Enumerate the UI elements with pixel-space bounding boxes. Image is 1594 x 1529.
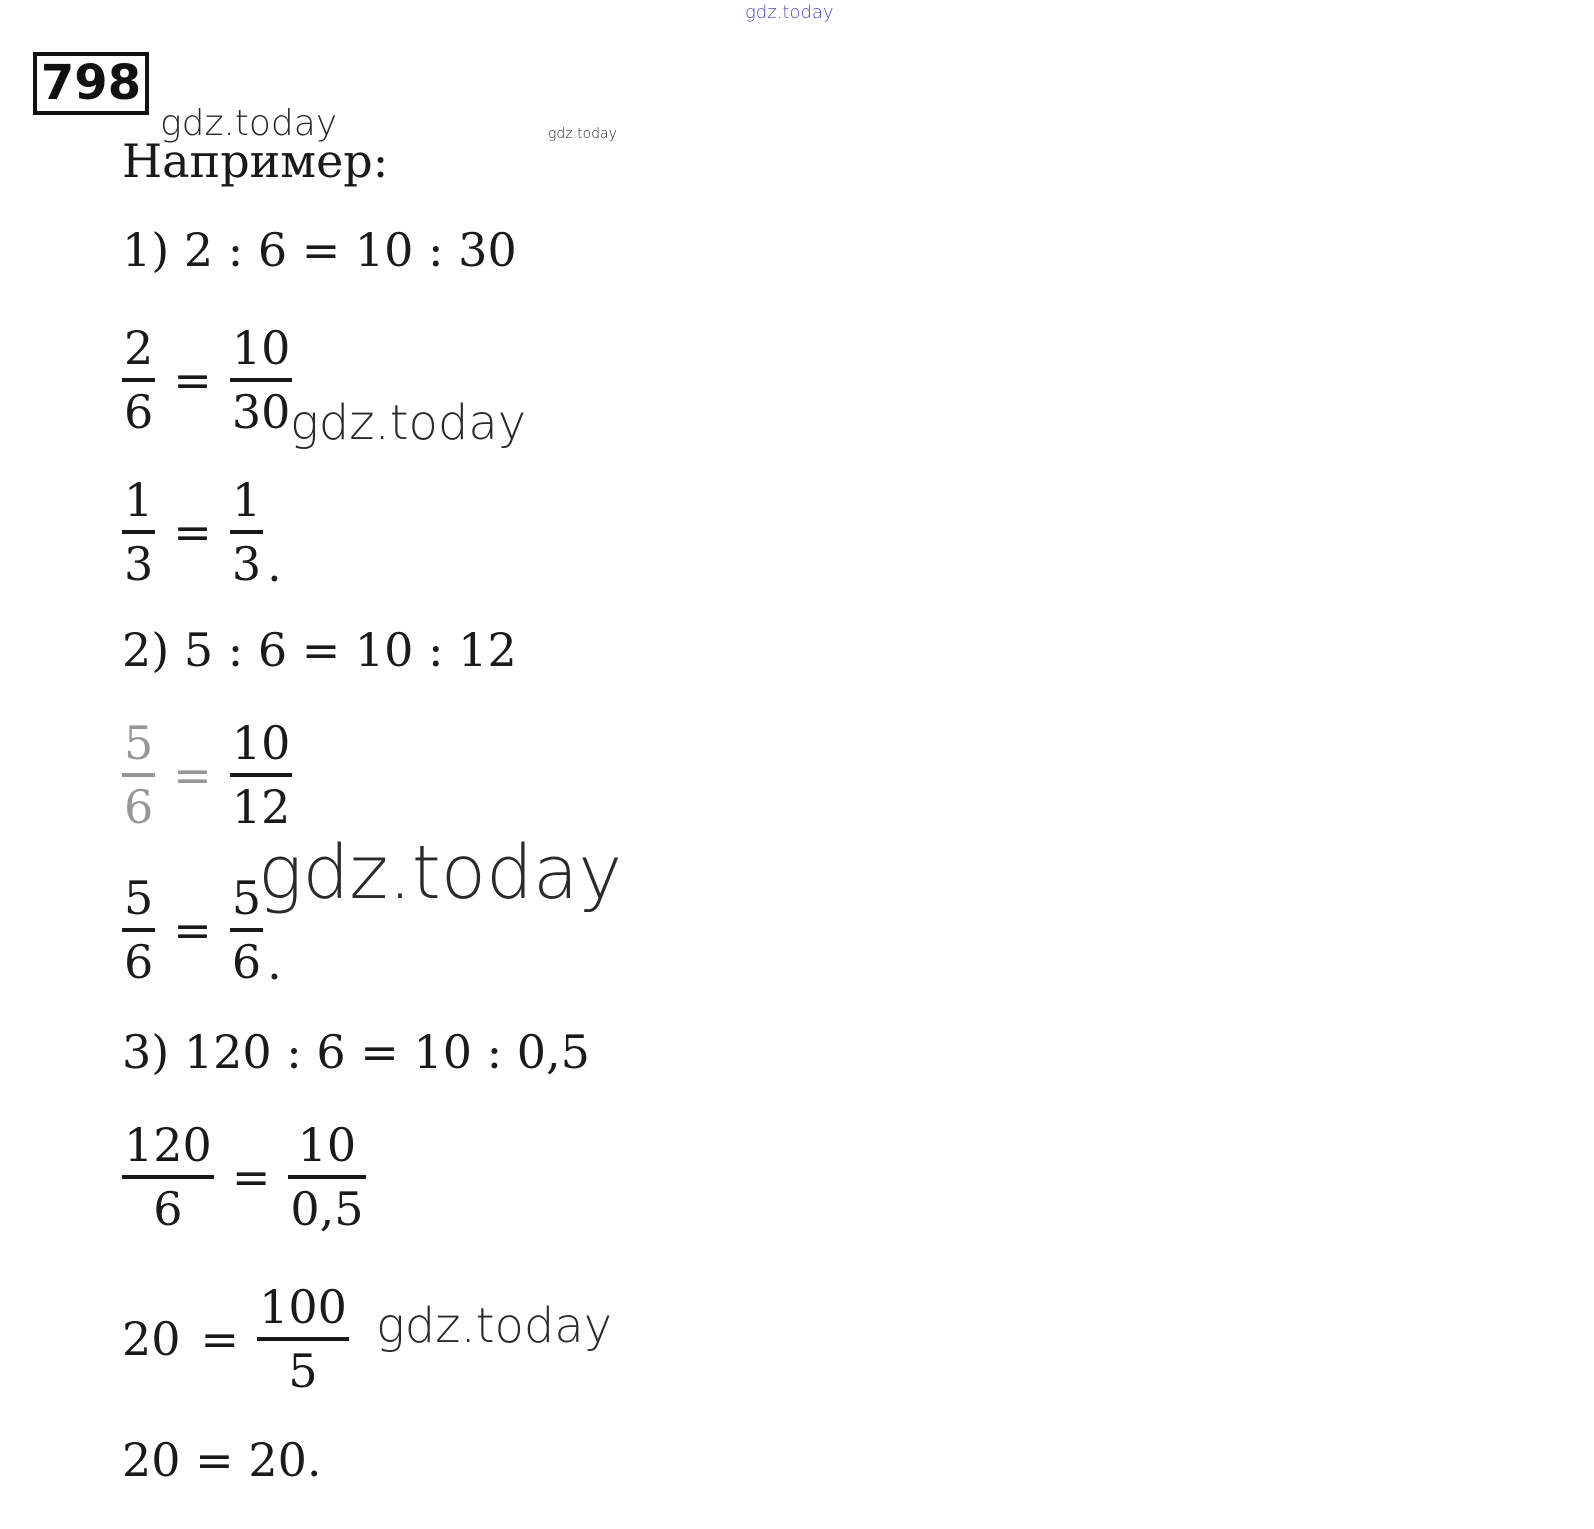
numerator: 10 [297,1118,357,1172]
watermark: gdz.today [290,395,527,451]
problem-number-box: 798 [33,52,149,115]
fraction [230,470,263,594]
numerator: 10 [231,716,291,770]
numerator: 120 [124,1118,212,1172]
denominator: 5 [288,1344,318,1398]
numerator: 1 [124,473,154,527]
watermark: gdz.today [376,1298,613,1354]
lhs-value: 20 [122,1312,181,1366]
proportion-2: 2) 5 : 6 = 10 : 12 [122,623,517,677]
watermark-large: gdz.today [258,830,623,916]
fraction-equation-1a [118,318,296,442]
intro-text: Например: [122,134,389,188]
denominator: 0,5 [290,1182,364,1236]
numerator: 5 [124,871,154,925]
equals-sign: = [173,505,212,559]
watermark: gdz.today [160,103,338,144]
denominator: 6 [231,935,262,989]
equals-sign: = [200,1312,240,1366]
numerator: 1 [231,473,262,527]
denominator: 6 [124,780,154,834]
fraction [230,713,293,837]
period: . [267,936,282,990]
denominator: 30 [231,385,291,439]
fraction-equation-1b [118,470,282,594]
watermark-small: gdz.today [548,126,617,142]
equals-sign: = [231,1150,271,1204]
numerator: 10 [231,321,291,375]
final-equality: 20 = 20. [122,1433,322,1487]
proportion-1: 1) 2 : 6 = 10 : 30 [122,223,517,277]
numerator: 2 [124,321,154,375]
equals-sign: = [173,748,212,802]
denominator: 6 [124,385,154,439]
fraction [288,1115,365,1239]
fraction [122,318,155,442]
denominator: 6 [124,935,154,989]
fraction [122,868,155,992]
equals-sign: = [173,353,212,407]
denominator: 3 [231,537,262,591]
fraction [122,1115,214,1239]
period: . [267,538,282,592]
equals-sign: = [173,903,212,957]
fraction [122,470,155,594]
denominator: 3 [124,537,154,591]
proportion-3: 3) 120 : 6 = 10 : 0,5 [122,1025,590,1079]
denominator: 6 [153,1182,183,1236]
numerator: 100 [259,1280,347,1334]
fraction-equation-2a [118,713,296,837]
fraction [230,318,293,442]
fraction [122,713,155,837]
watermark-top: gdz.today [745,2,834,23]
numerator: 5 [231,871,262,925]
fraction [257,1277,349,1401]
fraction-equation-3b [118,1277,353,1401]
denominator: 12 [231,780,291,834]
fraction-equation-3a [118,1115,370,1239]
numerator: 5 [124,716,154,770]
